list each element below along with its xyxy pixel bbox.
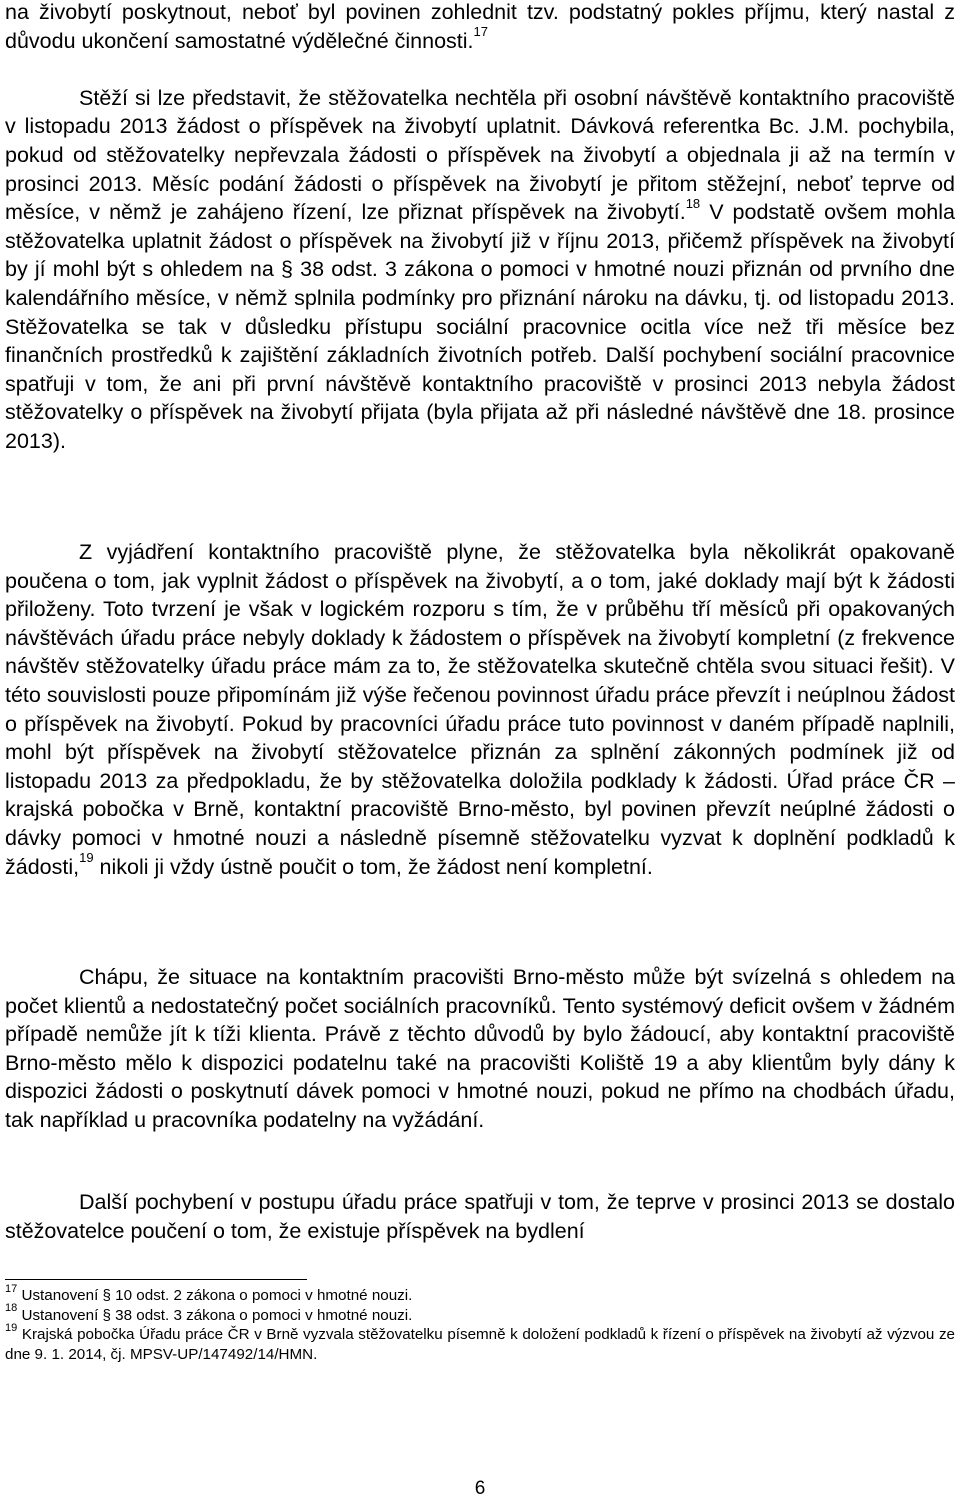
paragraph-text: na živobytí poskytnout, neboť byl povinen zohlednit tzv. podstatný pokles příjmu, který nastal z důvodu ukončení samostatné výdělečné činnosti. bbox=[5, 0, 955, 53]
footnote-ref-17[interactable]: 17 bbox=[473, 24, 488, 40]
footnote-ref-19[interactable]: 19 bbox=[79, 850, 94, 866]
paragraph-text: V podstatě ovšem mohla stěžovatelka uplatnit žádost o příspěvek na živobytí již v říjnu 2013, přičemž příspěvek na živobytí by jí mohl být s ohledem na § 38 odst. 3 zákona o pomoci v hmotné nouzi přiznán od prvního dne kalendářního měsíce, v němž splnila podmínky pro přiznání nároku na dávku, tj. od listopadu 2013. Stěžovatelka se tak v důsledku přístupu sociální pracovnice ocitla více než tři měsíce bez finančních prostředků k zajištění základních životních potřeb. Další pochybení sociální pracovnice spatřuji v tom, že ani při první návštěvě kontaktního pracoviště v prosinci 2013 nebyla žádost stěžovatelky o příspěvek na živobytí přijata (byla přijata až při následné návštěvě dne 18. prosince 2013). bbox=[5, 200, 955, 453]
paragraph-text: Z vyjádření kontaktního pracoviště plyne, že stěžovatelka byla několikrát opakovaně poučena o tom, jak vyplnit žádost o příspěvek na živobytí, a o tom, jaké doklady mají být k žádosti přiloženy. Toto tvrzení je však v logickém rozporu s tím, že v průběhu tří měsíců při opakovaných návštěvách úřadu práce nebyly doklady k žádostem o příspěvek na živobytí kompletní (z frekvence návštěv stěžovatelky úřadu práce mám za to, že stěžovatelka skutečně chtěla svou situaci řešit). V této souvislosti pouze připomínám již výše řečenou povinnost úřadu práce převzít i neúplnou žádost o příspěvek na živobytí. Pokud by pracovníci úřadu práce tuto povinnost v daném případě naplnili, mohl být příspěvek na živobytí stěžovatelce přiznán za splnění zákonných podmínek již od listopadu 2013 za předpokladu, že by stěžovatelka doložila podklady k žádosti. Úřad práce ČR – krajská pobočka v Brně, kontaktní pracoviště Brno-město, byl povinen převzít neúplné žádosti o dávky pomoci v hmotné nouzi a následně písemně stěžovatelku vyzvat k doplnění podkladů k žádosti, bbox=[5, 540, 955, 879]
paragraph-contact-office-statement bbox=[5, 538, 955, 881]
paragraph-text: Další pochybení v postupu úřadu práce spatřuji v tom, že teprve v prosinci 2013 se dostalo stěžovatelce poučení o tom, že existuje příspěvek na bydlení bbox=[5, 1190, 955, 1243]
footnote-ref-18[interactable]: 18 bbox=[685, 196, 701, 211]
footnote-number: 19 bbox=[5, 1321, 18, 1334]
page-number: 6 bbox=[474, 1478, 486, 1499]
footnote-number: 17 bbox=[5, 1282, 18, 1295]
paragraph-text: nikoli ji vždy ústně poučit o tom, že žádost není kompletní. bbox=[93, 854, 653, 879]
footnote-text: Krajská pobočka Úřadu práce ČR v Brně vyzvala stěžovatelku písemně k doložení podkladů k řízení o příspěvek na živobytí až výzvou ze dne 9. 1. 2014, čj. MPSV-UP/147492/14/HMN. bbox=[5, 1326, 955, 1363]
footnote-text: Ustanovení § 10 odst. 2 zákona o pomoci v hmotné nouzi. bbox=[17, 1287, 413, 1304]
footnote-separator bbox=[5, 1279, 307, 1280]
paragraph-housing-allowance bbox=[5, 1188, 955, 1245]
footnotes bbox=[5, 1282, 955, 1364]
footnote-18 bbox=[5, 1302, 955, 1326]
footnote-17 bbox=[5, 1282, 955, 1306]
paragraph-continuation bbox=[5, 0, 955, 456]
footnote-19 bbox=[5, 1321, 955, 1364]
paragraph-text: Chápu, že situace na kontaktním pracovišti Brno-město může být svízelná s ohledem na počet klientů a nedostatečný počet sociálních pracovníků. Tento systémový deficit ovšem v žádném případě nemůže jít k tíži klienta. Právě z těchto důvodů by bylo žádoucí, aby kontaktní pracoviště Brno-město mělo k dispozici podatelnu také na pracovišti Koliště 19 a aby klientům byly dány k dispozici žádosti o poskytnutí dávek pomoci v hmotné nouzi, pokud ne přímo na chodbách úřadu, tak například u pracovníka podatelny na vyžádání. bbox=[5, 965, 955, 1132]
paragraph-text: Stěží si lze představit, že stěžovatelka nechtěla při osobní návštěvě kontaktního pracoviště v listopadu 2013 žádost o příspěvek na živobytí uplatnit. Dávková referentka Bc. J.M. pochybila, pokud od stěžovatelky nepřevzala žádosti o příspěvek na živobytí a objednala ji až na termín v prosinci 2013. Měsíc podání žádosti o příspěvek na živobytí je přitom stěžejní, neboť teprve od měsíce, v němž je zahájeno řízení, lze přiznat příspěvek na živobytí. bbox=[5, 85, 955, 225]
footnote-number: 18 bbox=[5, 1302, 18, 1315]
paragraph-brno-situation bbox=[5, 963, 955, 1135]
footnote-text: Ustanovení § 38 odst. 3 zákona o pomoci v hmotné nouzi. bbox=[17, 1306, 413, 1324]
